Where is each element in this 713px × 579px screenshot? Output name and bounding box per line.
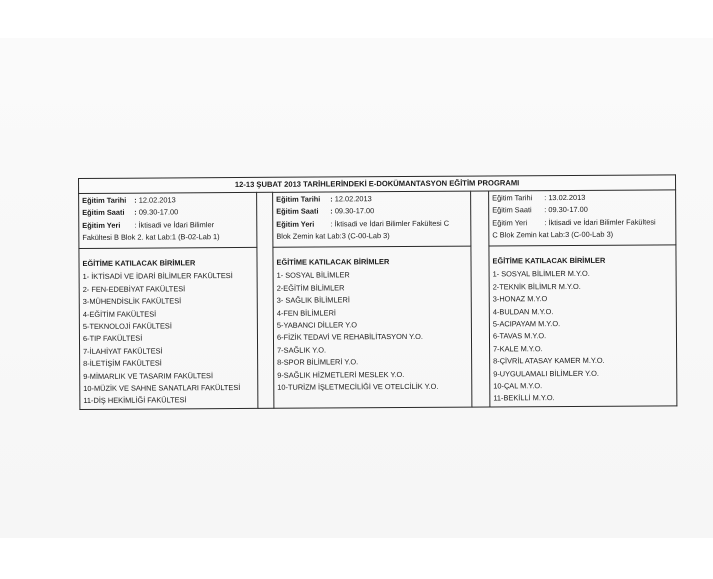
date-value: 12.02.2013 <box>334 194 372 204</box>
date-value: 12.02.2013 <box>138 195 176 205</box>
session-info-3: Eğitim Tarihi : 13.02.2013 Eğitim Saati : 09.30-17.00 Eğitim Yeri : İktisadi ve İdari Bilimler Fakültesi C Blok Zemin kat Lab:3 (C-00-Lab 3) <box>489 190 676 246</box>
list-item: 9-MİMARLIK VE TASARIM FAKÜLTESİ <box>83 370 214 381</box>
list-item: 8-ÇİVRİL ATASAY KAMER M.Y.O. <box>493 356 605 366</box>
place-line-1: İktisadi ve İdari Bilimler Fakültesi <box>548 217 656 227</box>
list-item: 11-BEKİLLİ M.Y.O. <box>493 393 555 403</box>
time-label: Eğitim Saati <box>276 206 319 217</box>
session-info-2: Eğitim Tarihi : 12.02.2013 Eğitim Saati : 09.30-17.00 Eğitim Yeri : İktisadi ve İdari Bilimler Fakültesi C Blok Zemin kat Lab:3 (C-00-Lab 3) <box>273 191 471 247</box>
list-item: 5-ACIPAYAM M.Y.O. <box>492 319 561 329</box>
list-item: 10-TURİZM İŞLETMECİLİĞİ VE OTELCİLİK Y.O. <box>277 381 439 392</box>
training-program-document <box>78 174 676 410</box>
list-item: 10-MÜZİK VE SAHNE SANATLARI FAKÜLTESİ <box>83 383 241 394</box>
list-item: 2-EĞİTİM BİLİMLER <box>276 283 345 293</box>
list-item: 1- SOSYAL BİLİMLER M.Y.O. <box>492 269 590 279</box>
list-item: 5-YABANCI DİLLER Y.O <box>276 320 358 330</box>
training-program-table <box>78 174 677 410</box>
list-item: 2- FEN-EDEBİYAT FAKÜLTESİ <box>82 284 186 294</box>
time-value: 09.30-17.00 <box>548 205 588 215</box>
list-item: 1- İKTİSADİ VE İDARİ BİLİMLER FAKÜLTESİ <box>82 271 233 282</box>
units-heading: EĞİTİME KATILACAK BİRİMLER <box>82 258 196 268</box>
time-label: Eğitim Saati <box>82 208 125 218</box>
list-item: 5-TEKNOLOJİ FAKÜLTESİ <box>82 321 172 332</box>
time-label: Eğitim Saati <box>492 205 532 215</box>
list-item: 8-SPOR BİLİMLERİ Y.O. <box>277 357 359 368</box>
time-value: 09.30-17.00 <box>138 207 179 218</box>
place-label: Eğitim Yeri <box>82 220 121 230</box>
date-label: Eğitim Tarihi <box>492 193 533 203</box>
units-heading: EĞİTİME KATILACAK BİRİMLER <box>492 255 606 266</box>
list-item: 4-BULDAN M.Y.O. <box>492 306 554 317</box>
list-item: 7-İLAHİYAT FAKÜLTESİ <box>83 346 163 356</box>
session-info-1: Eğitim Tarihi : 12.02.2013 Eğitim Saati : 09.30-17.00 Eğitim Yeri : İktisadi ve İdari Bilimler Fakültesi B Blok 2. kat Lab:1 (B-02-Lab 1) <box>79 192 257 248</box>
units-heading: EĞİTİME KATILACAK BİRİMLER <box>276 257 390 267</box>
list-item: 7-SAĞLIK Y.O. <box>277 345 327 355</box>
place-line-1: İktisadi ve İdari Bilimler Fakültesi C <box>334 218 450 229</box>
time-value: 09.30-17.00 <box>334 206 375 216</box>
units-list-1 <box>79 247 258 409</box>
list-item: 6-TIP FAKÜLTESİ <box>82 334 143 344</box>
list-item: 6-TAVAS M.Y.O. <box>492 331 547 341</box>
place-line-2: Fakültesi B Blok 2. kat Lab:1 (B-02-Lab 1) <box>82 232 220 243</box>
column-spacer <box>471 191 490 407</box>
list-item: 7-KALE M.Y.O. <box>493 344 543 354</box>
program-title: 12-13 ŞUBAT 2013 TARİHLERİNDEKİ E-DOKÜMANTASYON EĞİTİM PROGRAMI <box>79 175 676 194</box>
list-item: 4-EĞİTİM FAKÜLTESİ <box>82 309 157 319</box>
date-label: Eğitim Tarihi <box>82 195 127 205</box>
units-list-3 <box>489 245 677 407</box>
place-line-2: Blok Zemin kat Lab:3 (C-00-Lab 3) <box>276 231 390 242</box>
list-item: 10-ÇAL M.Y.O. <box>493 381 543 391</box>
list-item: 11-DİŞ HEKİMLİĞİ FAKÜLTESİ <box>83 395 187 406</box>
place-label: Eğitim Yeri <box>492 218 528 228</box>
list-item: 8-İLETİŞİM FAKÜLTESİ <box>83 358 162 369</box>
place-label: Eğitim Yeri <box>276 219 315 229</box>
list-item: 6-FİZİK TEDAVİ VE REHABİLİTASYON Y.O. <box>276 332 423 343</box>
date-value: 13.02.2013 <box>548 192 586 203</box>
list-item: 1- SOSYAL BİLİMLER <box>276 270 350 281</box>
list-item: 2-TEKNİK BİLİMLR M.Y.O. <box>492 281 581 292</box>
list-item: 9-SAĞLIK HİZMETLERİ MESLEK Y.O. <box>277 369 405 380</box>
date-label: Eğitim Tarihi <box>276 194 321 204</box>
place-line-1: İktisadi ve İdari Bilimler <box>138 219 215 230</box>
list-item: 4-FEN BİLİMLERİ <box>276 308 336 318</box>
list-item: 9-UYGULAMALI BİLİMLER Y.O. <box>493 368 599 379</box>
list-item: 3-HONAZ M.Y.O <box>492 294 548 304</box>
list-item: 3- SAĞLIK BİLİMLERİ <box>276 295 350 306</box>
column-spacer <box>257 192 274 408</box>
place-line-2: C Blok Zemin kat Lab:3 (C-00-Lab 3) <box>492 229 614 240</box>
list-item: 3-MÜHENDİSLİK FAKÜLTESİ <box>82 296 182 307</box>
units-list-2 <box>273 246 472 408</box>
